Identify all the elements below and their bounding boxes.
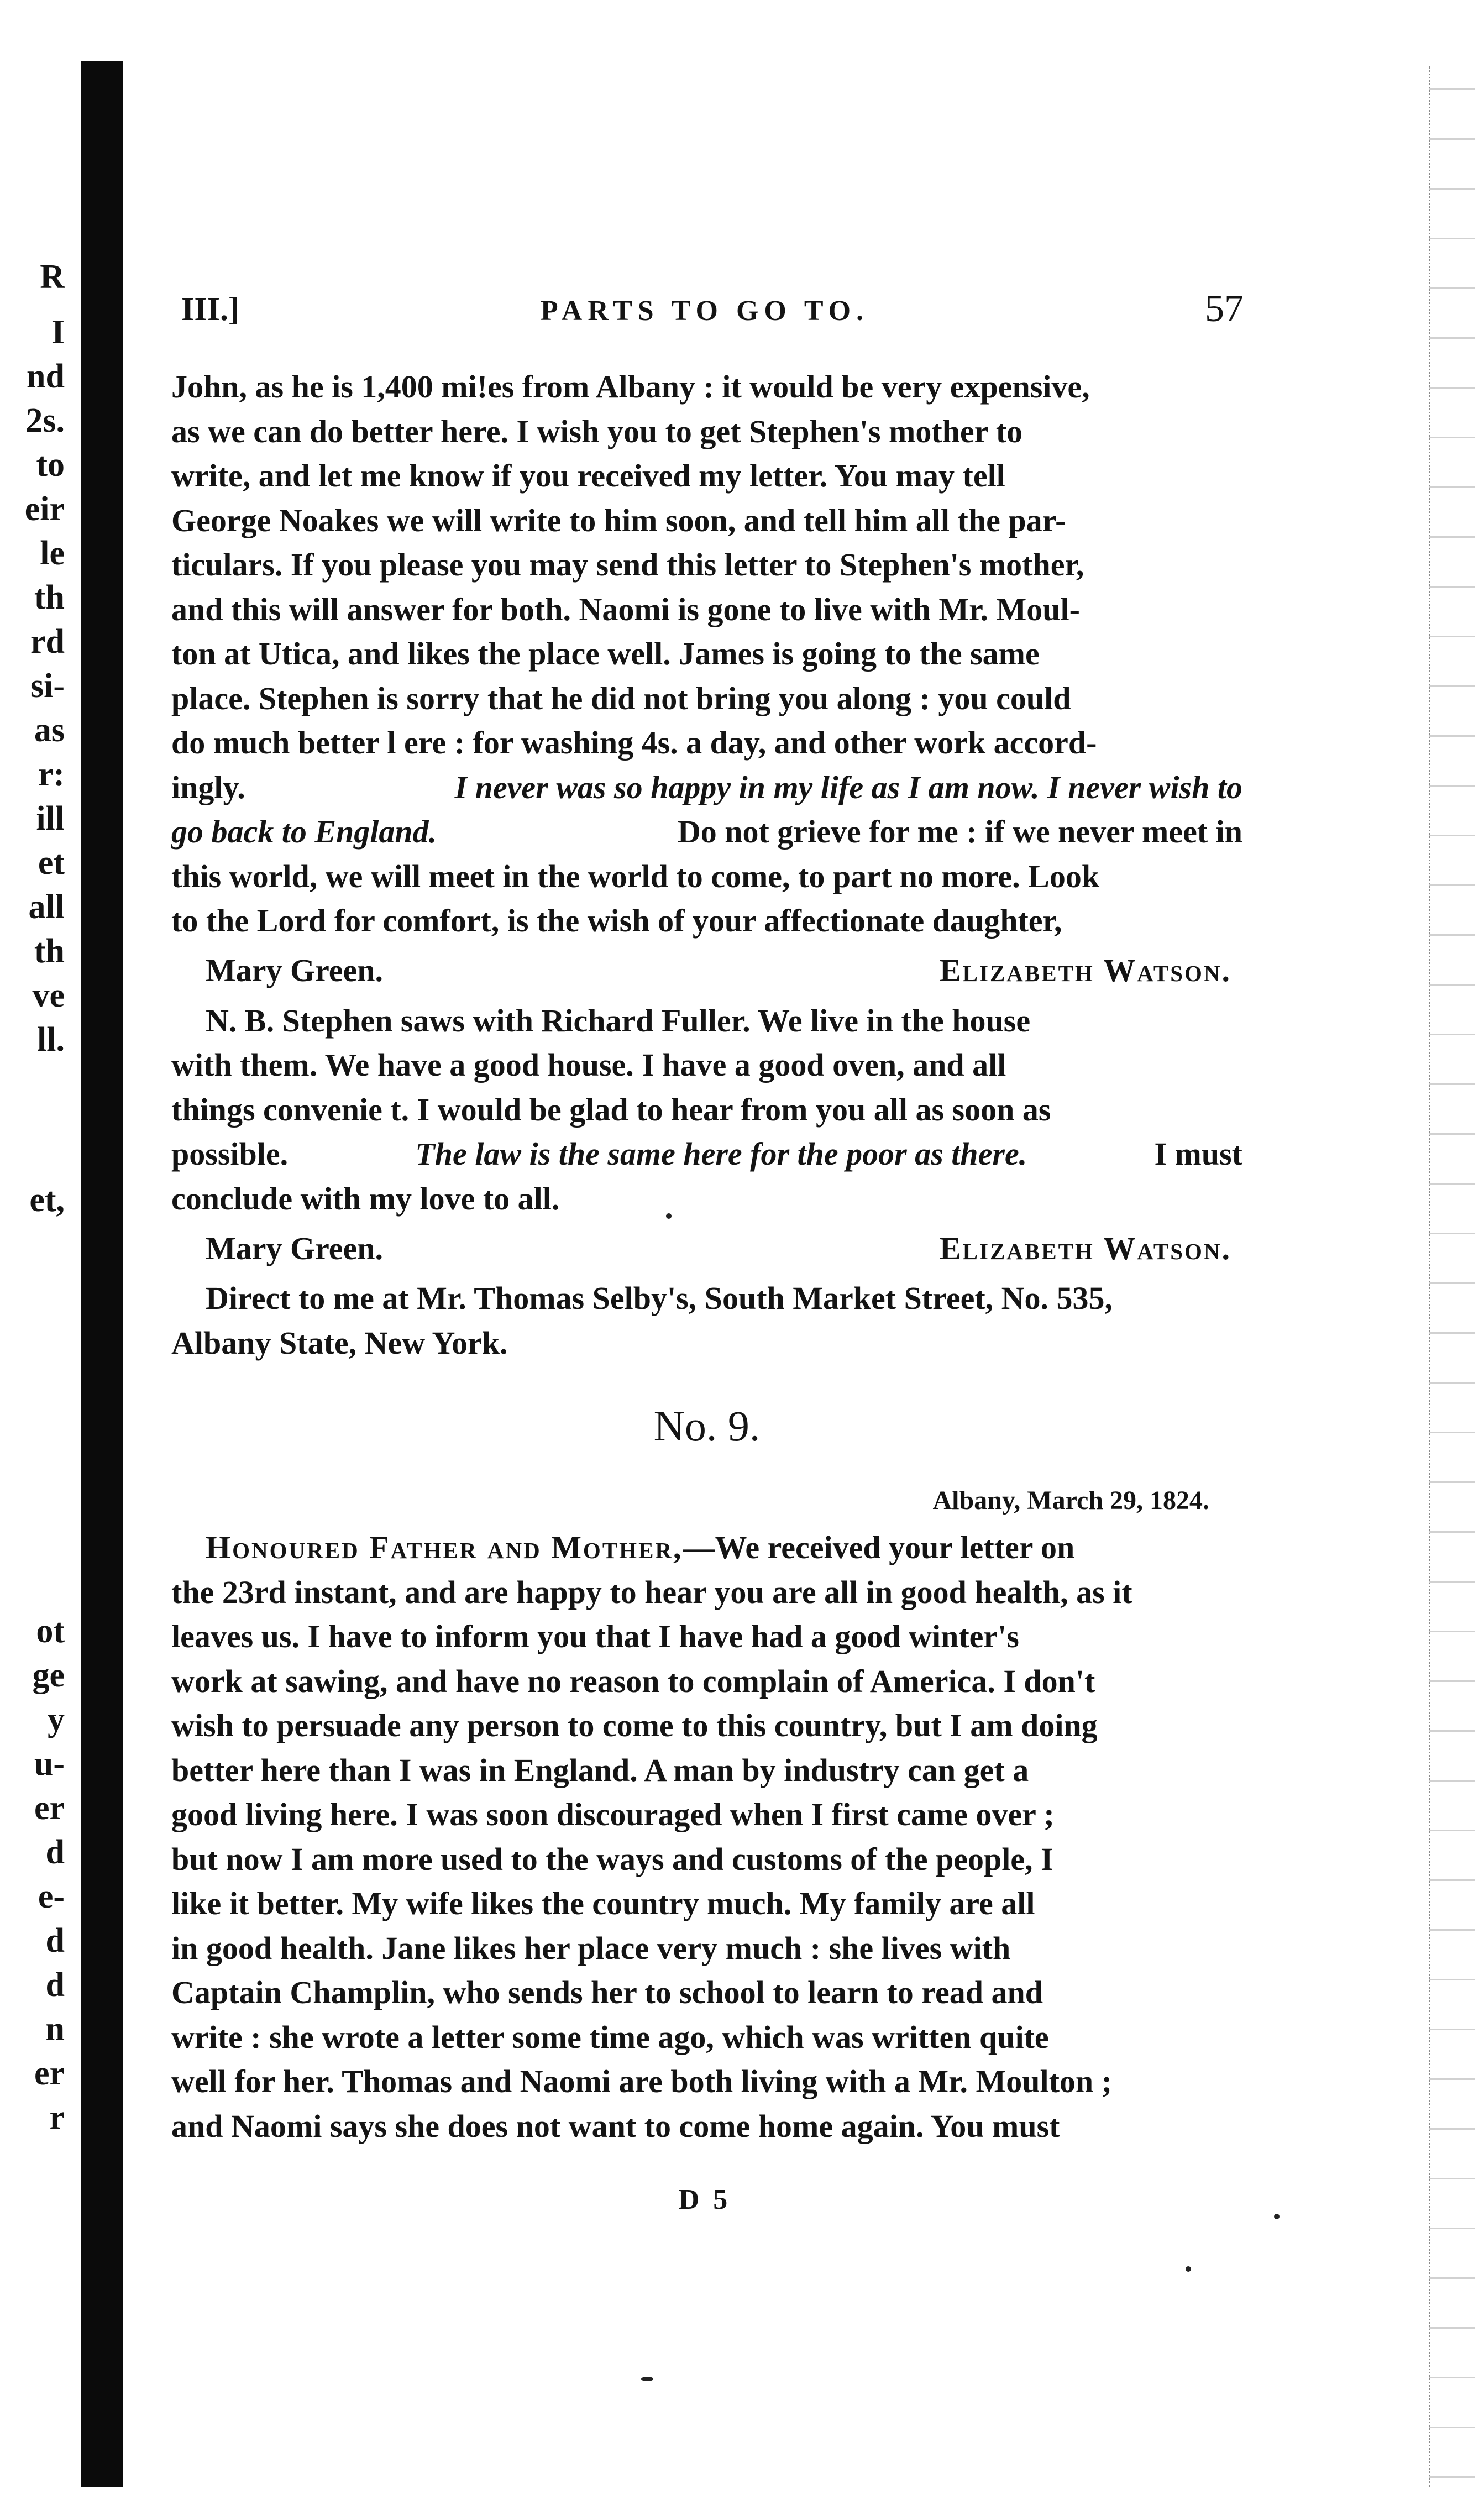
margin-fragment: d — [45, 1966, 65, 2004]
text-line — [171, 810, 1242, 855]
line-text: Do not grieve for me : if we never meet in — [677, 814, 1242, 850]
letter-continuation — [171, 365, 1242, 999]
text-line: and Naomi says she does not want to come home again. You must — [171, 2108, 1060, 2144]
line-text: ingly. — [171, 769, 245, 805]
addressee: Mary Green. — [206, 1230, 384, 1266]
text-line: conclude with my love to all. — [171, 1180, 560, 1217]
running-title: PARTS TO GO TO. — [540, 295, 869, 327]
margin-fragment: I — [51, 313, 65, 351]
margin-fragment: n — [45, 2010, 65, 2048]
chapter-marker: III.] — [181, 291, 240, 327]
text-line: leaves us. I have to inform you that I have had a good winter's — [171, 1618, 1019, 1654]
letter-heading: No. 9. — [653, 1402, 761, 1450]
text-line: well for her. Thomas and Naomi are both living with a Mr. Moulton ; — [171, 2063, 1112, 2099]
margin-fragment: er — [34, 2055, 65, 2092]
margin-fragment: d — [45, 1833, 65, 1871]
margin-fragment: et, — [29, 1181, 65, 1219]
text-line: ticulars. If you please you may send this letter to Stephen's mother, — [171, 547, 1084, 583]
text-line: like it better. My wife likes the country much. My family are all — [171, 1885, 1035, 1921]
italic-text: go back to England. — [171, 814, 437, 850]
text-line: George Noakes we will write to him soon, and tell him all the par- — [171, 502, 1066, 538]
text-line: work at sawing, and have no reason to complain of America. I don't — [171, 1663, 1095, 1699]
text-line: good living here. I was soon discouraged when I first came over ; — [171, 1796, 1055, 1832]
margin-fragment: et — [38, 844, 65, 882]
margin-fragment: r — [49, 2099, 65, 2136]
binding-gutter — [81, 61, 123, 2487]
signature-mark: D 5 — [678, 2184, 731, 2215]
margin-fragment: y — [48, 1701, 65, 1738]
speck — [1274, 2214, 1280, 2219]
speck — [1186, 2266, 1191, 2272]
signature-row — [171, 944, 1242, 999]
page-body — [171, 365, 1242, 2149]
text-line: ton at Utica, and likes the place well. James is going to the same — [171, 636, 1040, 672]
margin-fragment: ve — [32, 977, 65, 1014]
margin-fragment: 2s. — [25, 402, 65, 439]
margin-fragment: th — [34, 579, 65, 616]
text-line: do much better l ere : for washing 4s. a day, and other work accord- — [171, 725, 1097, 761]
margin-fragment: d — [45, 1922, 65, 1959]
text-line: John, as he is 1,400 mi!es from Albany : it would be very expensive, — [171, 369, 1090, 405]
margin-fragment: as — [34, 711, 65, 749]
line-text: I must — [1154, 1136, 1242, 1172]
text-line: and this will answer for both. Naomi is gone to live with Mr. Moul- — [171, 591, 1080, 627]
margin-fragment: ot — [36, 1612, 65, 1650]
margin-fragment: rd — [30, 623, 65, 661]
margin-fragment: nd — [27, 358, 65, 395]
text-line — [171, 1526, 1242, 1570]
text-line: in good health. Jane likes her place very much : she lives with — [171, 1930, 1011, 1966]
italic-text: I never was so happy in my life as I am now. I never wish to — [454, 769, 1242, 805]
postscript — [171, 999, 1242, 1366]
margin-fragment: ge — [32, 1657, 65, 1694]
text-line: Captain Champlin, who sends her to school to learn to read and — [171, 1974, 1043, 2010]
text-line: but now I am more used to the ways and customs of the people, I — [171, 1841, 1053, 1877]
margin-fragment: e- — [38, 1878, 65, 1915]
italic-text: The law is the same here for the poor as there. — [415, 1136, 1027, 1172]
addressee: Mary Green. — [206, 952, 384, 989]
margin-fragment: all — [28, 888, 65, 926]
text-line: as we can do better here. I wish you to get Stephen's mother to — [171, 413, 1023, 449]
running-header — [166, 287, 1244, 340]
text-line: wish to persuade any person to come to this country, but I am doing — [171, 1707, 1098, 1743]
page-number: 57 — [1205, 287, 1244, 330]
dateline: Albany, March 29, 1824. — [932, 1486, 1209, 1515]
margin-fragment: u- — [34, 1745, 65, 1783]
line-text: possible. — [171, 1136, 289, 1172]
speck — [641, 2377, 653, 2381]
margin-fragment: th — [34, 932, 65, 970]
margin-fragment: R — [40, 258, 65, 296]
text-line — [171, 766, 1242, 810]
text-line: this world, we will meet in the world to come, to part no more. Look — [171, 858, 1100, 894]
margin-fragment: ll. — [37, 1021, 65, 1059]
margin-fragment: ill — [36, 800, 65, 837]
text-line: to the Lord for comfort, is the wish of your affectionate daughter, — [171, 903, 1062, 939]
margin-fragment: si- — [30, 667, 65, 705]
page-edge-noise — [1429, 66, 1475, 2487]
text-line: better here than I was in England. A man by industry can get a — [171, 1752, 1029, 1788]
text-line: the 23rd instant, and are happy to hear you are all in good health, as it — [171, 1574, 1132, 1610]
salutation: Honoured Father and Mother, — [206, 1529, 683, 1565]
margin-fragment: r: — [38, 756, 65, 793]
margin-fragment: le — [40, 535, 65, 572]
margin-fragment: er — [34, 1789, 65, 1827]
text-line: Direct to me at Mr. Thomas Selby's, South Market Street, No. 535, — [206, 1280, 1113, 1316]
signature: Elizabeth Watson. — [939, 952, 1231, 989]
text-line: write, and let me know if you received my letter. You may tell — [171, 458, 1005, 494]
signature: Elizabeth Watson. — [939, 1230, 1231, 1266]
line-text: —We received your letter on — [683, 1529, 1075, 1565]
signature-row — [171, 1221, 1242, 1276]
text-line: Albany State, New York. — [171, 1324, 508, 1361]
margin-fragment: to — [36, 446, 65, 484]
text-line: with them. We have a good house. I have a good oven, and all — [171, 1047, 1006, 1083]
letter-nine — [171, 1526, 1242, 2149]
margin-fragment: eir — [24, 490, 65, 528]
text-line — [171, 1132, 1242, 1177]
text-line: place. Stephen is sorry that he did not bring you along : you could — [171, 680, 1071, 716]
text-line: things convenie t. I would be glad to hear from you all as soon as — [171, 1091, 1051, 1128]
text-line: write : she wrote a letter some time ago, which was written quite — [171, 2019, 1049, 2055]
text-line: N. B. Stephen saws with Richard Fuller. We live in the house — [206, 1002, 1031, 1039]
